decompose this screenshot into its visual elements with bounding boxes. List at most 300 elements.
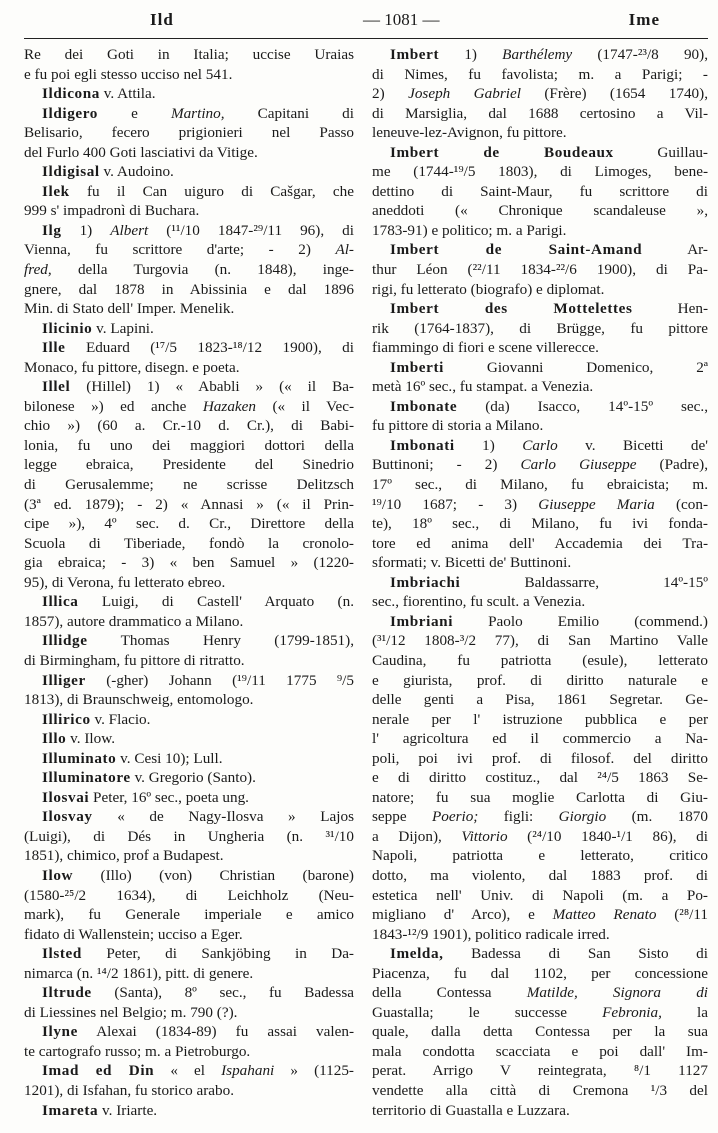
entry-text: Luigi, di Castell' Arquato (n. (78, 593, 354, 611)
entry-text: a Dijon), (372, 827, 462, 845)
entry-line (372, 1003, 708, 1023)
entry-text: v. Bicetti de' (557, 436, 708, 454)
entry-line (24, 553, 354, 573)
italic-text: Matteo Renato (552, 906, 657, 924)
entry-line (24, 240, 354, 260)
entry-text: Monaco, fu pittore, disegn. e poeta. (24, 358, 240, 376)
entry-text: del Furlo 400 Goti lasciativi da Vitige. (24, 143, 258, 161)
entry-text: Piacenza, fu dal 1102, per concessione (372, 964, 708, 982)
entry-text: (Frère) (1654 1740), (520, 85, 708, 103)
headword: Illel (42, 378, 71, 396)
italic-text: Signora di (612, 984, 708, 1002)
entry-text: v. Attila. (99, 85, 156, 103)
entry-line (372, 983, 708, 1003)
entry-text: mala condotta scacciata e poi dall' Im- (372, 1042, 708, 1060)
entry-text: tore ed anima dell' Accademia dei Tra- (372, 534, 708, 552)
entry-text: sec., fiorentino, fu scult. a Venezia. (372, 593, 586, 611)
entry-text: v. Cesi 10); Lull. (116, 749, 223, 767)
entry-text: 1783-91) e politico; m. a Parigi. (372, 221, 567, 239)
entry-line (372, 925, 708, 945)
headword: Ille (42, 339, 66, 357)
entry-text: Re dei Goti in Italia; uccise Uraias (24, 46, 354, 63)
entry-line (372, 827, 708, 847)
entry-line (372, 886, 708, 906)
entry-line (24, 944, 354, 964)
italic-text: Poerio; (431, 808, 479, 826)
headword: Imbriani (390, 612, 454, 630)
entry-text: te cartografo russo; m. a Pietroburgo. (24, 1042, 251, 1060)
entry-line (24, 846, 354, 866)
entry-text: rik (1764-1837), di Brügge, fu pittore (372, 319, 708, 337)
entry-line (372, 612, 708, 632)
entry-text: fidato di Wallenstein; ucciso a Eger. (24, 925, 243, 943)
entry-text: cipe »), 4º sec. d. Cr., Direttore della (24, 515, 354, 533)
entry-text: Buttinoni; - 2) (372, 456, 521, 474)
entry-text: « de Nagy-Ilosva » Lajos (92, 808, 354, 826)
entry-text: 1851), chimico, prof a Budapest. (24, 847, 224, 865)
entry (24, 631, 354, 670)
entry-text: legge ebraica, Presidente del Sinedrio (24, 456, 354, 474)
entry-text: sformati; v. Bicetti de' Buttinoni. (372, 554, 572, 572)
entry-line (372, 944, 708, 964)
entry-line (372, 1042, 708, 1062)
entry-line (24, 964, 354, 984)
entry (24, 983, 354, 1022)
italic-text: Carlo (522, 436, 558, 454)
headword: Imberti (390, 358, 444, 376)
entry-text: rigi, fu letterato (biografo) e diplomat. (372, 280, 605, 298)
entry-text: (1747-²³/8 90), (572, 46, 708, 63)
entry (24, 866, 354, 944)
entry-text: Caudina, fu patriotta (esule), letterato (372, 651, 708, 669)
entry-text: la (661, 1003, 708, 1021)
entry-line (372, 162, 708, 182)
italic-text: Albert (110, 221, 149, 239)
entry (24, 1061, 354, 1100)
entry-text: Scuola di Tiberiade, fondò la cronolo- (24, 534, 354, 552)
headword: Ilow (42, 866, 74, 884)
entry-text: metà 16º sec., fu stampat. a Venezia. (372, 378, 594, 396)
entry-line (24, 455, 354, 475)
headword: Ilg (42, 221, 62, 239)
entry-text: gia ebraica; - 3) « ben Samuel » (1220- (24, 554, 354, 572)
italic-text: Vittorio (461, 827, 508, 845)
entry-text: (Illo) (von) Christian (barone) (73, 866, 354, 884)
italic-text: Joseph Gabriel (408, 85, 521, 103)
entry-line (372, 846, 708, 866)
entry-line (24, 436, 354, 456)
entry-line (372, 690, 708, 710)
italic-text: Al- (335, 241, 354, 259)
header-rule (24, 38, 708, 39)
entry-line (24, 534, 354, 554)
entry-text: migliano d' Arco), e (372, 906, 553, 924)
entry-line (24, 1061, 354, 1081)
entry-line (372, 788, 708, 808)
entry-line (372, 377, 708, 397)
entry-line (372, 240, 708, 260)
entry-line (372, 749, 708, 769)
entry (24, 84, 354, 104)
entry-line (372, 1101, 708, 1121)
entry-text: Badessa di San Sisto di (443, 945, 708, 963)
entry (24, 221, 354, 319)
entry (372, 358, 708, 397)
entry-text: fiammingo di fiori e scene villerecce. (372, 339, 599, 357)
entry-text: Thomas Henry (1799-1851), (87, 632, 354, 650)
headword: Ildigero (42, 104, 98, 122)
entry-text: Guillau- (613, 143, 708, 161)
entry-line (24, 983, 354, 1003)
entry-text: (3ª ed. 1879); - 2) « Annasi » (« il Prin- (24, 495, 354, 513)
italic-text: fred, (24, 261, 52, 279)
headword: Imelda, (390, 945, 444, 963)
headword: Imbonate (390, 397, 458, 415)
entry-line (372, 905, 708, 925)
italic-text: Febronia, (602, 1003, 662, 1021)
entry-line (372, 260, 708, 280)
headword: Ilosvai (42, 788, 90, 806)
entry-text: bilonese ») ed anche (24, 397, 203, 415)
entry-text: seppe (372, 808, 432, 826)
entry-line (24, 358, 354, 378)
entry-text: leneuve-lez-Avignon, fu pittore. (372, 124, 567, 142)
entry-text: aneddoti (« Chronique scandaleuse », (372, 202, 708, 220)
header-right-keyword: Ime (628, 10, 660, 29)
entry (24, 710, 354, 730)
entry-text: (« il Vec- (256, 397, 354, 415)
entry-text: Peter, 16º sec., poeta ung. (89, 788, 249, 806)
entry-line (372, 221, 708, 241)
entry-text: e fu poi egli stesso ucciso nel 541. (24, 65, 233, 83)
headword: Ilyne (42, 1023, 78, 1041)
entry (24, 104, 354, 163)
entry-line (24, 1101, 354, 1121)
entry (24, 807, 354, 866)
entry-line (24, 201, 354, 221)
entry-text: poli, poi ivi prof. di filosof. del diritto (372, 749, 708, 767)
entry-text: thur Léon (²²/11 1834-²²/6 1900), di Pa- (372, 261, 708, 279)
entry-text: ¹⁹/10 1687; - 3) (372, 495, 539, 513)
entry-text: v. Audoino. (99, 163, 174, 181)
entry-text: di Birmingham, fu pittore di ritratto. (24, 651, 245, 669)
entry-line (372, 338, 708, 358)
italic-text: Carlo Giuseppe (520, 456, 637, 474)
entry-line (24, 45, 354, 65)
entry-line (24, 162, 354, 182)
entry-line (372, 475, 708, 495)
entry (24, 749, 354, 769)
entry-line (372, 866, 708, 886)
entry (372, 299, 708, 358)
entry-line (24, 514, 354, 534)
entry-line (372, 436, 708, 456)
entry (372, 397, 708, 436)
italic-text: Barthélemy (502, 46, 573, 63)
entry-line (372, 671, 708, 691)
entry-text: (Hillel) 1) « Ababli » (« il Ba- (70, 378, 354, 396)
headword: Ilsted (42, 945, 82, 963)
entry-text: (Luigi), di Dés in Ungheria (n. ³¹/10 (24, 827, 354, 845)
entry-line (24, 1042, 354, 1062)
entry-text: delle genti a Pisa, 1861 Segretar. Ge- (372, 691, 708, 709)
entry-line (24, 631, 354, 651)
entry-text: di Nimes, fu favolista; m. a Parigi; - (372, 65, 708, 83)
entry-line (372, 1022, 708, 1042)
entry-line (24, 827, 354, 847)
entry-text: e (98, 104, 171, 122)
headword: Illica (42, 593, 79, 611)
headword: Illiger (42, 671, 86, 689)
entry (24, 1022, 354, 1061)
entry-line (372, 1081, 708, 1101)
headword: Imbriachi (390, 573, 461, 591)
entry-line (24, 729, 354, 749)
entry (24, 45, 354, 84)
entry (24, 377, 354, 592)
entry-line (372, 651, 708, 671)
entry-text: Giovanni Domenico, 2ª (443, 358, 708, 376)
entry-text: 2) (372, 85, 409, 103)
entry-line (24, 1022, 354, 1042)
entry-line (372, 553, 708, 573)
entry-text: Belisario, fecero prigionieri nel Passo (24, 124, 354, 142)
entry-line (372, 514, 708, 534)
entry-line (24, 807, 354, 827)
entry (24, 1101, 354, 1121)
header-left-keyword: Ild (150, 10, 174, 29)
entry-text: estetica nell' Univ. di Napoli (m. a Po- (372, 886, 708, 904)
entry-text: Hen- (632, 300, 708, 318)
entry-line (372, 65, 708, 85)
entry-line (24, 182, 354, 202)
italic-text: Matilde, (526, 984, 578, 1002)
entry-text: lonia, fu uno dei maggiori dottori della (24, 436, 354, 454)
entry-line (372, 280, 708, 300)
entry-text: dettino di Saint-Maur, fu scrittore di (372, 182, 708, 200)
headword: Imbert de Saint-Amand (390, 241, 643, 259)
entry-line (372, 182, 708, 202)
entry (24, 162, 354, 182)
entry-line (24, 416, 354, 436)
entry-text: nimarca (n. ¹⁴/2 1861), pitt. di genere. (24, 964, 254, 982)
entry-line (372, 45, 708, 65)
entry-line (24, 260, 354, 280)
entry-line (24, 299, 354, 319)
entry-line (24, 612, 354, 632)
entry-text: Peter, di Sankjöbing in Da- (81, 945, 354, 963)
entry-text: l' agricoltura ed il commercio a Na- (372, 730, 708, 748)
entry-text: mark), fu Generale imperiale e amico (24, 906, 354, 924)
entry-line (24, 319, 354, 339)
entry-text: 1) (454, 436, 523, 454)
headword: Ilek (42, 182, 70, 200)
entry-text: 95), di Verona, fu letterato ebreo. (24, 573, 226, 591)
entry-line (24, 866, 354, 886)
entry (372, 45, 708, 143)
entry-text: e giurista, prof. di diritto naturale e (372, 671, 708, 689)
headword: Imbert de Boudeaux (390, 143, 614, 161)
headword: Imbert des Mottelettes (390, 300, 633, 318)
entry-text: (²⁴/10 1840-¹/1 86), di (507, 827, 708, 845)
entry-text: 1) (439, 46, 503, 63)
entry-line (372, 807, 708, 827)
entry-text: della Turgovia (n. 1848), inge- (51, 261, 354, 279)
entry (372, 436, 708, 573)
entry-text: v. Flacio. (90, 710, 151, 728)
entry-text: nerale per l' istruzione pubblica e per (372, 710, 708, 728)
entry-line (372, 416, 708, 436)
entry (372, 612, 708, 944)
headword: Ildigisal (42, 163, 100, 181)
entry-line (24, 749, 354, 769)
entry-line (24, 592, 354, 612)
italic-text: Giuseppe Maria (538, 495, 655, 513)
entry-text: Min. di Stato dell' Imper. Menelik. (24, 300, 235, 318)
entry-text: v. Lapini. (92, 319, 154, 337)
headword: Ildicona (42, 85, 100, 103)
entry (24, 319, 354, 339)
entry-text: (Santa), 8º sec., fu Badessa (91, 984, 354, 1002)
entry-line (24, 905, 354, 925)
entry-text: Alexai (1834-89) fu assai valen- (77, 1023, 354, 1041)
entry-text: perat. Arrigo V reintegrata, ⁸/1 1127 (372, 1062, 708, 1080)
headword: Illidge (42, 632, 88, 650)
entry-line (24, 221, 354, 241)
entry-text: 1201), di Isfahan, fu storico arabo. (24, 1081, 235, 1099)
headword: Illuminatore (42, 769, 131, 787)
page-number: — 1081 — (362, 10, 440, 29)
entry-text: fu pittore di storia a Milano. (372, 417, 544, 435)
entry-line (24, 84, 354, 104)
entry-line (24, 123, 354, 143)
entry-text: di Liessines nel Belgio; m. 790 (?). (24, 1003, 238, 1021)
entry (24, 592, 354, 631)
page-header (24, 10, 708, 34)
entry-text: (Padre), (636, 456, 708, 474)
entry (372, 143, 708, 241)
headword: Imad ed Din (42, 1062, 155, 1080)
entry-text: quale, dalla detta Contessa per la sua (372, 1023, 708, 1041)
entry-line (24, 495, 354, 515)
entry-line (24, 768, 354, 788)
entry-text: natore; fu sua moglie Carlotta di Giu- (372, 788, 708, 806)
italic-text: Martino, (170, 104, 225, 122)
headword: Imbonati (390, 436, 455, 454)
entry-text: figli: (478, 808, 559, 826)
entry-text: te), 18º sec., di Milano, fu ivi fonda- (372, 515, 708, 533)
entry-line (24, 65, 354, 85)
entry-text (578, 984, 613, 1001)
entry-text: (1580-²⁵/2 1634), di Leichholz (Neu- (24, 886, 354, 904)
entry-text: della Contessa (372, 984, 527, 1002)
entry-text: » (1125- (274, 1062, 354, 1080)
entry-line (372, 299, 708, 319)
entry-line (24, 925, 354, 945)
entry-text: 999 s' impadronì di Buchara. (24, 202, 200, 220)
entry (24, 944, 354, 983)
entry (24, 729, 354, 749)
entry-text: (con- (654, 495, 708, 513)
entry-line (372, 104, 708, 124)
entry-line (372, 592, 708, 612)
right-column (372, 45, 708, 1120)
entry-line (372, 631, 708, 651)
entry-text: (¹¹/10 1847-²⁹/11 96), di (148, 221, 354, 239)
entry-line (372, 495, 708, 515)
entry-line (372, 1061, 708, 1081)
entry-text: vendette alla città di Cremona ¹/3 del (372, 1081, 708, 1099)
entry-line (24, 143, 354, 163)
headword: Imbert (390, 46, 440, 63)
entry-line (24, 397, 354, 417)
entry-line (372, 397, 708, 417)
entry-line (372, 534, 708, 554)
entry-text: Capitani di (224, 104, 354, 122)
entry-text: 1) (61, 221, 111, 239)
entry-text: Baldassarre, 14º-15º (460, 573, 708, 591)
entry-line (372, 455, 708, 475)
entry-line (372, 123, 708, 143)
entry-line (372, 710, 708, 730)
entry-line (24, 886, 354, 906)
entry-text: gnere, dal 1878 in Abissinia e dal 1896 (24, 280, 354, 298)
headword: Imareta (42, 1101, 99, 1119)
entry-line (24, 671, 354, 691)
entry-line (372, 573, 708, 593)
entry-text: v. Iriarte. (98, 1101, 158, 1119)
entry (372, 573, 708, 612)
entry-line (24, 1003, 354, 1023)
entry-line (24, 573, 354, 593)
left-column (24, 45, 354, 1120)
entry-line (372, 358, 708, 378)
entry-text: (da) Isacco, 14º-15º sec., (457, 397, 708, 415)
entry-line (372, 84, 708, 104)
entry-text: fu il Can uiguro di Cašgar, che (69, 182, 354, 200)
entry-line (24, 377, 354, 397)
entry-text: v. Ilow. (66, 730, 115, 748)
entry-text: (-gher) Johann (¹⁹/11 1775 ⁹/5 (85, 671, 354, 689)
entry (24, 671, 354, 710)
entry-text: e di diritto costituz., dal ²⁴/5 1863 Se- (372, 769, 708, 787)
entry-line (24, 280, 354, 300)
entry-text: (³¹/12 1808-³/2 77), di San Martino Valle (372, 632, 708, 650)
entry-text: Ar- (642, 241, 708, 259)
headword: Ilicinio (42, 319, 93, 337)
entry-line (372, 201, 708, 221)
entry-text: 1857), autore drammatico a Milano. (24, 612, 244, 630)
entry-text: v. Gregorio (Santo). (130, 769, 256, 787)
italic-text: Ispahani (221, 1062, 275, 1080)
entry-line (372, 768, 708, 788)
entry-text: « el (154, 1062, 222, 1080)
entry-text: Guastalla; le successe (372, 1003, 603, 1021)
entry-text: Paolo Emilio (commend.) (453, 612, 708, 630)
entry-text: Eduard (¹⁷/5 1823-¹⁸/12 1900), di (65, 339, 354, 357)
entry-line (24, 338, 354, 358)
entry-line (24, 104, 354, 124)
headword: Illuminato (42, 749, 117, 767)
entry-line (24, 710, 354, 730)
headword: Illirico (42, 710, 91, 728)
italic-text: Hazaken (202, 397, 256, 415)
headword: Illo (42, 730, 67, 748)
entry-line (24, 475, 354, 495)
headword: Ilosvay (42, 808, 93, 826)
entry-text: me (1744-¹⁹/5 1803), di Limoges, bene- (372, 163, 708, 181)
entry-text: dotto, ma violento, dal 1883 prof. di (372, 866, 708, 884)
